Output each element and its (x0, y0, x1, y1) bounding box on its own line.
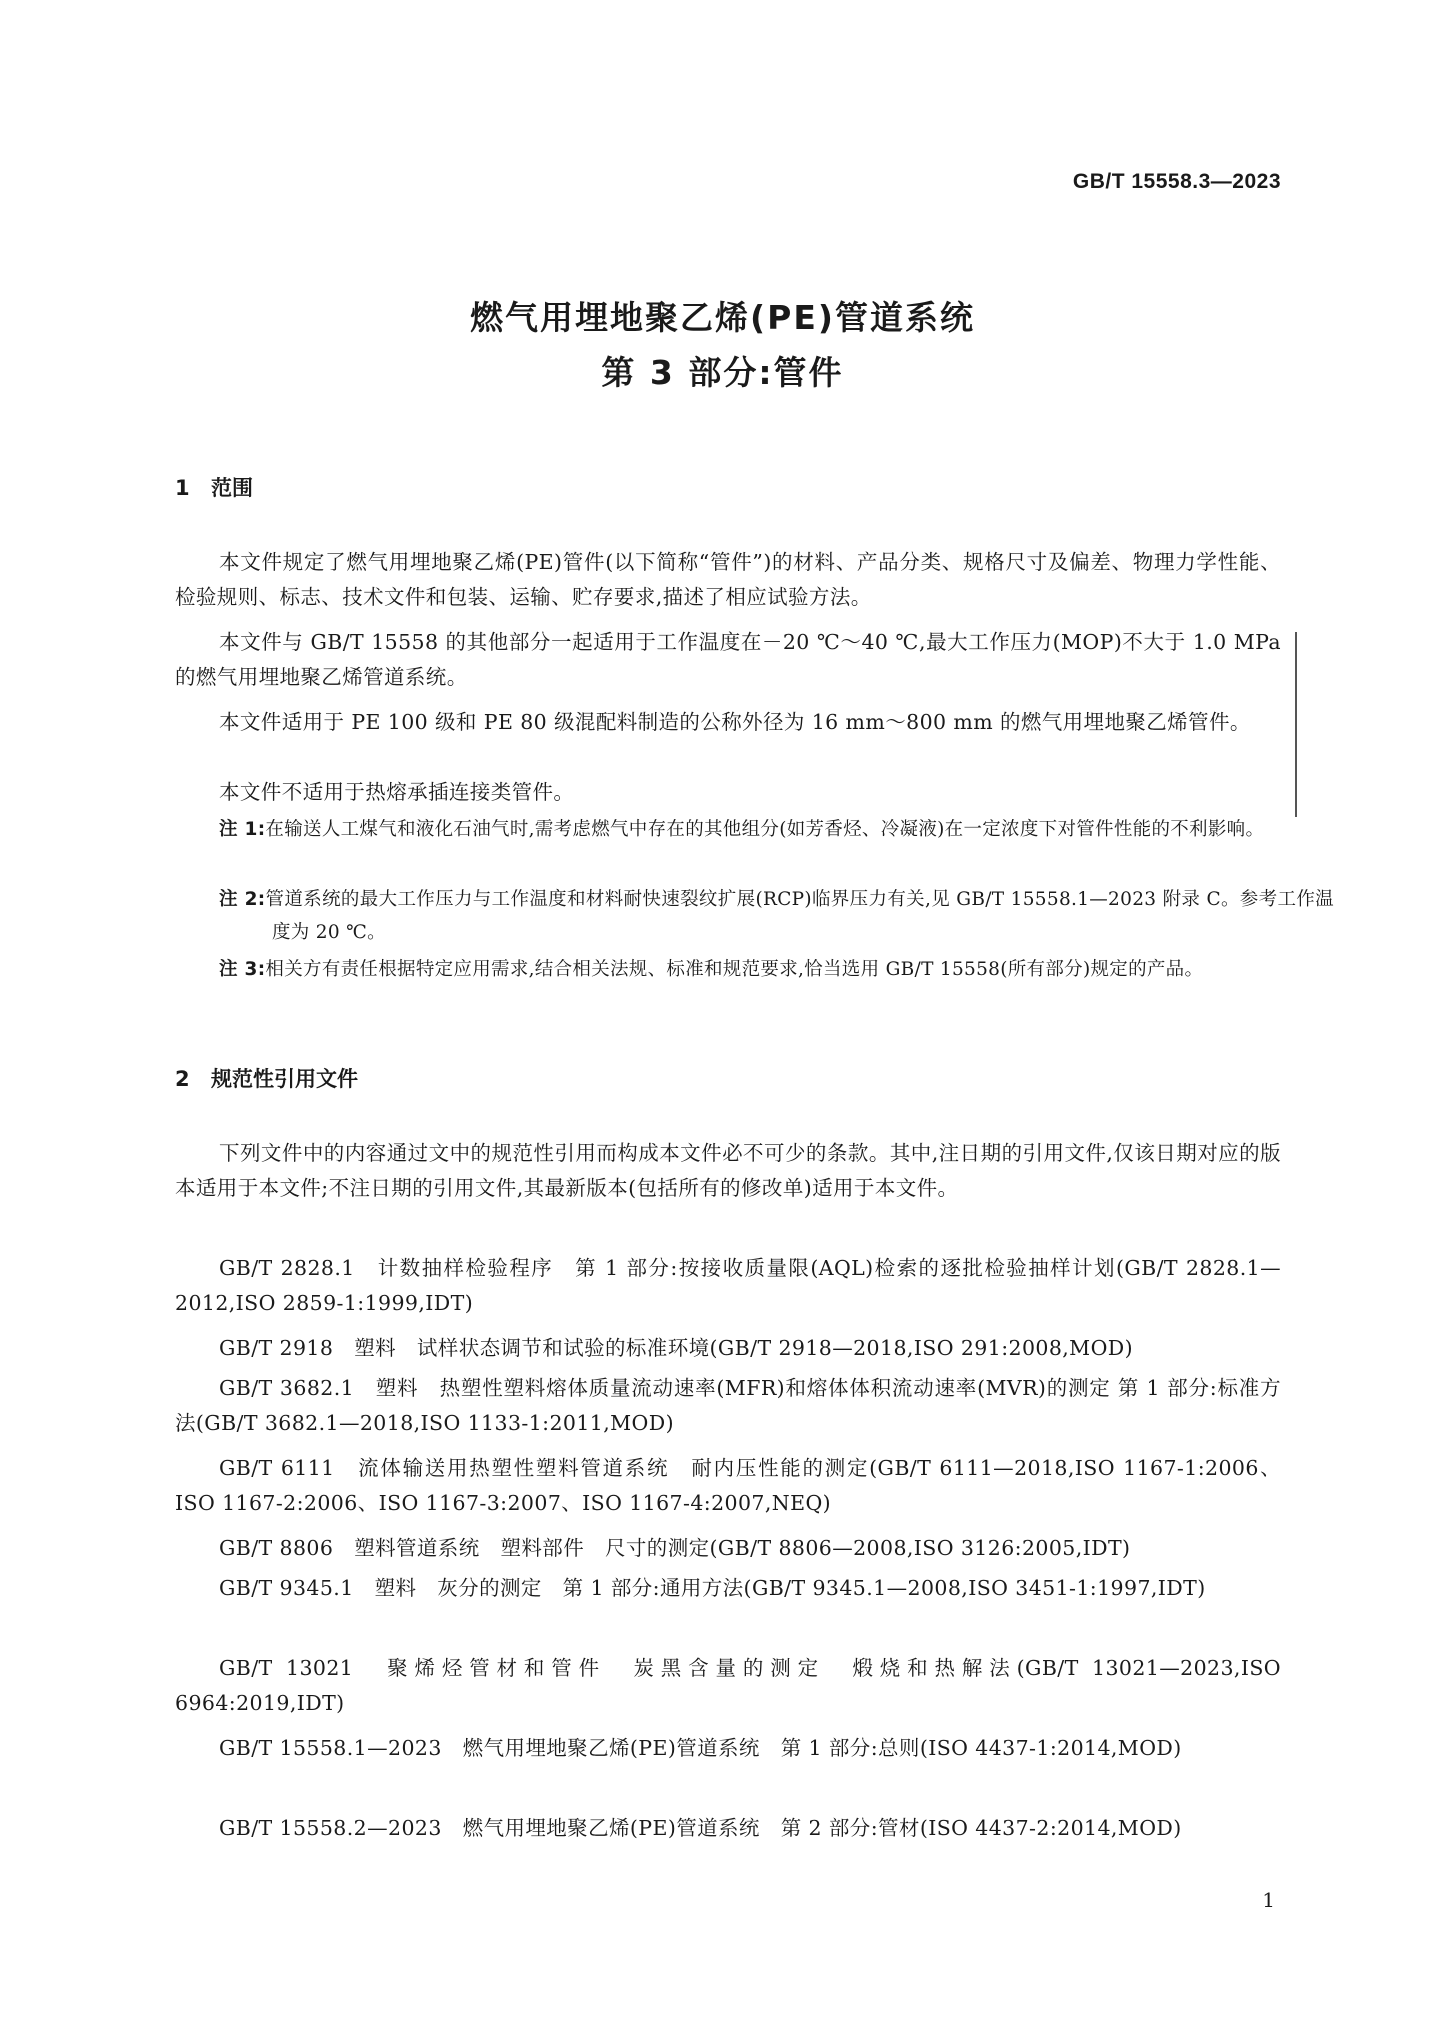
reference-item: GB/T 3682.1 塑料 热塑性塑料熔体质量流动速率(MFR)和熔体体积流动速率(MVR)的测定 第 1 部分:标准方法(GB/T 3682.1—2018,ISO 1133-1:2011,MOD) (175, 1376, 1281, 1435)
references-intro: 下列文件中的内容通过文中的规范性引用而构成本文件必不可少的条款。其中,注日期的引用文件,仅该日期对应的版本适用于本文件;不注日期的引用文件,其最新版本(包括所有的修改单)适用于本文件。 (175, 1141, 1281, 1200)
note-label: 注 1: (219, 819, 266, 840)
note-text: 在输送人工煤气和液化石油气时,需考虑燃气中存在的其他组分(如芳香烃、冷凝液)在一定浓度下对管件性能的不利影响。 (265, 819, 1265, 840)
scope-paragraph: 本文件规定了燃气用埋地聚乙烯(PE)管件(以下简称“管件”)的材料、产品分类、规格尺寸及偏差、物理力学性能、检验规则、标志、技术文件和包装、运输、贮存要求,描述了相应试验方法。 (175, 550, 1281, 609)
section-number: 1 (175, 476, 190, 500)
section-number: 2 (175, 1067, 190, 1091)
scope-paragraph: 本文件适用于 PE 100 级和 PE 80 级混配料制造的公称外径为 16 mm～800 mm 的燃气用埋地聚乙烯管件。 (219, 710, 1251, 734)
document-title: 燃气用埋地聚乙烯(PE)管道系统 (470, 298, 975, 337)
section-2-heading (175, 1063, 358, 1093)
reference-item: GB/T 6111 流体输送用热塑性塑料管道系统 耐内压性能的测定(GB/T 6111—2018,ISO 1167-1:2006、ISO 1167-2:2006、ISO 1167-3:2007、ISO 1167-4:2007,NEQ) (175, 1456, 1281, 1515)
reference-item: GB/T 15558.1—2023 燃气用埋地聚乙烯(PE)管道系统 第 1 部分:总则(ISO 4437-1:2014,MOD) (219, 1736, 1182, 1760)
section-title: 规范性引用文件 (211, 1067, 358, 1091)
reference-item: GB/T 2918 塑料 试样状态调节和试验的标准环境(GB/T 2918—2018,ISO 291:2008,MOD) (219, 1336, 1134, 1360)
reference-item: GB/T 2828.1 计数抽样检验程序 第 1 部分:按接收质量限(AQL)检索的逐批检验抽样计划(GB/T 2828.1—2012,ISO 2859-1:1999,IDT) (175, 1256, 1281, 1315)
scope-paragraph: 本文件与 GB/T 15558 的其他部分一起适用于工作温度在－20 ℃～40 ℃,最大工作压力(MOP)不大于 1.0 MPa 的燃气用埋地聚乙烯管道系统。 (175, 630, 1281, 689)
note-2 (219, 883, 1334, 949)
reference-item: GB/T 15558.2—2023 燃气用埋地聚乙烯(PE)管道系统 第 2 部分:管材(ISO 4437-2:2014,MOD) (219, 1816, 1182, 1840)
page-number: 1 (1262, 1888, 1275, 1912)
reference-item: GB/T 9345.1 塑料 灰分的测定 第 1 部分:通用方法(GB/T 9345.1—2008,ISO 3451-1:1997,IDT) (219, 1576, 1206, 1600)
note-text: 相关方有责任根据特定应用需求,结合相关法规、标准和规范要求,恰当选用 GB/T 15558(所有部分)规定的产品。 (265, 959, 1204, 980)
note-label: 注 3: (219, 959, 266, 980)
section-1-heading (175, 472, 253, 502)
section-title: 范围 (211, 476, 253, 500)
note-3 (219, 953, 1334, 986)
note-text: 管道系统的最大工作压力与工作温度和材料耐快速裂纹扩展(RCP)临界压力有关,见 GB/T 15558.1—2023 附录 C。参考工作温度为 20 ℃。 (265, 889, 1334, 943)
reference-item: GB/T 13021 聚烯烃管材和管件 炭黑含量的测定 煅烧和热解法(GB/T 13021—2023,ISO 6964:2019,IDT) (175, 1656, 1281, 1715)
note-1 (219, 813, 1334, 846)
standard-code: GB/T 15558.3—2023 (1072, 170, 1281, 193)
scope-paragraph: 本文件不适用于热熔承插连接类管件。 (219, 780, 575, 804)
revision-bar (1295, 632, 1297, 817)
document-subtitle: 第 3 部分:管件 (601, 353, 844, 392)
reference-item: GB/T 8806 塑料管道系统 塑料部件 尺寸的测定(GB/T 8806—2008,ISO 3126:2005,IDT) (219, 1536, 1131, 1560)
note-label: 注 2: (219, 889, 266, 910)
